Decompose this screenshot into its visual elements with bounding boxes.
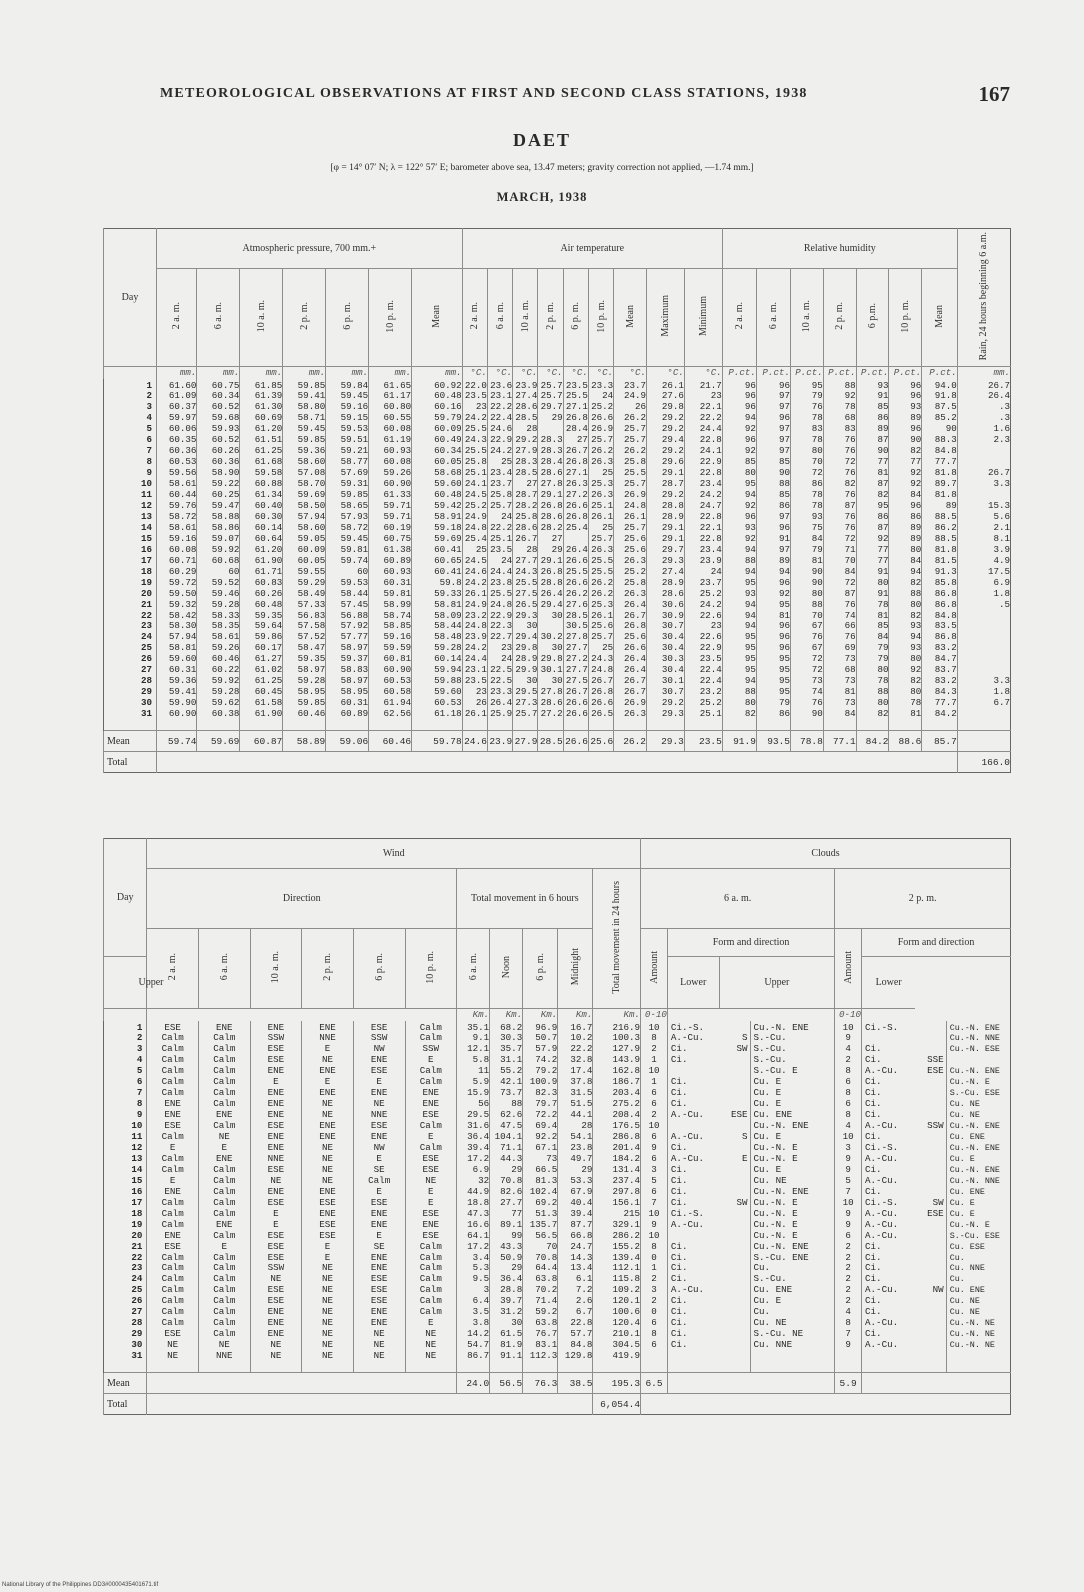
unit-cell: Km.: [457, 1009, 490, 1021]
dir-col-6am: 6 a. m.: [199, 929, 251, 1009]
unit-cell: mm.: [283, 367, 326, 379]
page-header-title: METEOROLOGICAL OBSERVATIONS AT FIRST AND SECOND CLASS STATIONS, 1938: [160, 86, 808, 101]
unit-cell: P.ct.: [856, 367, 889, 379]
t-col-maximum: Maximum: [647, 269, 685, 367]
unit-cell: P.ct.: [756, 367, 790, 379]
mov-col-midnight: Midnight: [558, 929, 593, 1009]
h-col-mean: Mean: [922, 269, 957, 367]
total-blank: [641, 1394, 1011, 1415]
t-col-6am: 6 a. m.: [487, 269, 512, 367]
h-col-2am: 2 a. m.: [722, 269, 756, 367]
unit-cell: °C.: [462, 367, 487, 379]
movement-6pm-values: 96.9 50.7 57.9 74.2 79.2 100.9 82.3 79.7 72.2 69.4 92.2 67.1 73 66.5 81.3 102.4 69.2 51.3 135.7 56.5 70 70.8 64.4 63.8 70.2 71.4 59.2 63.8 76.7 83.1 112.3: [523, 1021, 558, 1373]
temp-min-values: 21.7 23 22.1 22.2 24.4 22.8 24.1 22.9 22.8 23.4 24.2 24.7 22.8 22.1 22.8 23.4 23.9 24 23.7 25.2 24.2 22.6 23 22.6 22.9 23.5 22.4 22.4 23.2 25.2 25.1: [684, 379, 722, 731]
t-col-10am: 10 a. m.: [513, 269, 538, 367]
month-title: MARCH, 1938: [496, 190, 588, 204]
unit-cell: °C.: [588, 367, 613, 379]
pressure-2pm-values: 59.85 59.41 58.80 58.71 59.45 59.85 59.36 58.60 57.08 58.70 59.69 58.50 57.94 58.60 59.05 60.09 60.05 59.55 59.29 58.49 57.33 56.83 57.58 57.52 58.47 59.35 58.97 59.28 58.95 59.85 60.46: [283, 379, 326, 731]
dir-col-10am: 10 a. m.: [250, 929, 302, 1009]
day-numbers-2: 1 2 3 4 5 6 7 8 9 10 11 12 13 14 15 16 17 18 19 20 21 22 23 24 25 26 27 28 29 30 31: [104, 1021, 147, 1373]
rain-values: 26.7 26.4 .3 .3 1.6 2.3 26.7 3.3 15.3 5.6 2.1 8.1 3.9 4.9 17.5 6.9 1.8 .5 3.3 1.8 6.7: [957, 379, 1010, 731]
unit-cell: P.ct.: [889, 367, 922, 379]
p-col-2pm: 2 p. m.: [283, 269, 326, 367]
form-2pm-header: Form and direction: [862, 929, 1011, 957]
dir-col-2pm: 2 p. m.: [302, 929, 354, 1009]
unit-cell: mm.: [157, 367, 197, 379]
humidity-mean-values: 94.0 91.8 87.5 85.2 90 88.3 84.8 77.7 81.8 89.7 81.8 89 88.5 86.2 88.5 81.8 81.5 91.3 85.8 86.8 86.8 84.8 83.5 86.8 83.2 84.7 83.7 83.2 84.3 77.7 84.2: [922, 379, 957, 731]
p-col-mean: Mean: [412, 269, 463, 367]
cloud-upper-dir-2pm-values: SSE ESE SSW SW ESE NW: [927, 1054, 944, 1296]
mean-cell: 85.7: [922, 731, 957, 752]
total-rain: 166.0: [957, 752, 1010, 773]
movement-noon-values: 68.2 30.3 35.7 31.1 55.2 42.1 73.7 88 62.6 47.5 104.1 71.1 44.3 29 70.8 82.6 27.7 77 89.1 99 43.3 50.9 29 36.4 28.8 39.7 31.2 30 61.5 81.9 91.1: [490, 1021, 523, 1373]
cloud-lower-2pm-values: Cu.-N. ENE Cu.-N. NNE Cu.-N. ESE Cu.-N. ENE Cu.-N. E S.-Cu. ESE Cu. NE Cu. NE Cu.-N. ENE Cu. ENE Cu.-N. ENE Cu. E Cu.-N. ENE Cu.-N. NNE Cu. ENE Cu. E Cu. E Cu.-N. E S.-Cu. ESE Cu. ESE Cu. Cu. NNE Cu. Cu. ENE Cu. NE Cu. NE Cu.-N. NE Cu.-N. NE Cu.-N. NE: [946, 1021, 1010, 1373]
mean-cell: 195.3: [593, 1373, 641, 1394]
mean-cell: 24.0: [457, 1373, 490, 1394]
mean-blank: [862, 1373, 1011, 1394]
mean-cell: 25.6: [588, 731, 613, 752]
pressure-10am-values: 61.85 61.39 61.30 60.69 61.20 61.51 61.25 61.68 59.58 60.88 61.34 60.40 60.30 60.14 60.64 61.20 61.90 61.71 60.83 60.26 60.48 59.35 59.64 59.86 60.17 61.27 61.02 61.25 60.45 61.58 61.90: [240, 379, 283, 731]
unit-cell: P.ct.: [722, 367, 756, 379]
unit-cell: °C.: [513, 367, 538, 379]
h-col-6pm: 6 p.m.: [856, 269, 889, 367]
mov-col-6am: 6 a. m.: [457, 929, 490, 1009]
observations-table-2: [103, 838, 1011, 1415]
units-day: [104, 367, 157, 379]
humidity-header: Relative humidity: [722, 229, 957, 269]
total-row-blank: [157, 752, 958, 773]
movement-6am-values: 35.1 9.1 12.1 5.8 11 5.9 15.9 56 29.5 31.6 36.4 39.4 17.2 6.9 32 44.9 18.8 47.3 16.6 64.1 17.2 3.4 5.3 9.5 3 6.4 3.5 3.8 14.2 54.7 86.7: [457, 1021, 490, 1373]
p-col-10am: 10 a. m.: [240, 269, 283, 367]
unit-cell: mm.: [240, 367, 283, 379]
temp-6pm-values: 23.5 25.5 27.1 26.8 28.4 27 26.7 26.8 27.1 26.3 27.2 26.6 26.8 25.4 26.4 26.6 25.5 26.6 26.2 27.6 28.5 30.5 27.8 27.7 27.2 27.7 27.5 26.7 26.6 26.6: [563, 379, 588, 731]
mean-cell: 84.2: [856, 731, 889, 752]
pressure-header: Atmospheric pressure, 700 mm.+: [157, 229, 463, 269]
units-blank: [862, 1009, 1011, 1021]
mean-cell: 6.5: [641, 1373, 668, 1394]
unit-cell: °C.: [684, 367, 722, 379]
cloud-lower-6am-values: Cu.-N. ENE S.-Cu. S.-Cu. S.-Cu. S.-Cu. E Cu. E Cu. E Cu. E Cu. ENE Cu.-N. ENE Cu. E Cu.-N. E Cu.-N. E Cu. E Cu. NE Cu.-N. ENE Cu.-N. E Cu.-N. E Cu.-N. E Cu.-N. E Cu.-N. ENE S.-Cu. ENE Cu. S.-Cu. Cu. ENE Cu. E Cu. Cu. NE S.-Cu. NE Cu. NNE: [750, 1021, 835, 1373]
mov-col-noon: Noon: [490, 929, 523, 1009]
upper-2pm-header: Upper: [719, 957, 835, 1009]
lower-6am-header: Lower: [667, 957, 719, 1009]
cloud-upper-dir-6am-values: S SW ESE S E SW: [730, 1032, 748, 1208]
wind-dir-10pm-values: Calm Calm SSW E Calm Calm ENE ENE ESE Calm E Calm ESE ESE NE E E ESE ENE ESE Calm Calm Calm Calm Calm Calm Calm E NE NE NE: [405, 1021, 457, 1373]
unit-cell: P.ct.: [791, 367, 824, 379]
unit-cell: P.ct.: [823, 367, 856, 379]
units-day-2: [104, 1009, 147, 1021]
day-numbers: 1 2 3 4 5 6 7 8 9 10 11 12 13 14 15 16 17 18 19 20 21 22 23 24 25 26 27 28 29 30 31: [104, 379, 157, 731]
wind-header: Wind: [147, 839, 641, 869]
mean-cell: 5.9: [835, 1373, 862, 1394]
total24-header: Total movement in 24 hours: [593, 869, 641, 1009]
cloud-upper-6am-values: Ci.-S. A.-Cu. Ci. Ci. Ci. Ci. Ci. A.-Cu. A.-Cu. Ci. A.-Cu. Ci. Ci. Ci. Ci. Ci.-S. A.-Cu. Ci. Ci. Ci. Ci. A.-Cu. Ci. Ci. Ci. Ci. Ci.: [667, 1021, 719, 1373]
cloud-amount-6am-values: 10 8 2 1 10 1 6 6 2 10 6 9 6 3 5 6 7 10 9 10 8 0 1 2 3 2 0 6 8 6: [641, 1021, 668, 1373]
movement-header: Total movement in 6 hours: [457, 869, 593, 929]
p-col-6pm: 6 p. m.: [326, 269, 369, 367]
movement-midnight-values: 16.7 10.2 22.2 32.8 17.4 37.8 31.5 51.5 44.1 28 54.1 23.8 49.7 29 53.3 67.9 40.4 39.4 87.7 66.8 24.7 14.3 13.4 6.1 7.2 2.6 6.7 22.8 57.7 84.8 129.8: [558, 1021, 593, 1373]
p-col-6am: 6 a. m.: [197, 269, 240, 367]
h-col-6am: 6 a. m.: [756, 269, 790, 367]
wind-dir-6am-values: ENE Calm Calm Calm Calm Calm Calm Calm ENE Calm NE E ENE Calm Calm Calm Calm Calm ENE Calm E Calm Calm Calm Calm Calm Calm Calm Calm NE NNE: [199, 1021, 251, 1373]
temp-2pm-values: 25.7 25.7 29.7 29 28.3 28.3 28.4 28.6 27.8 29.1 26.8 28.6 28.2 27 29 29.1 26.8 28.8 26.4 29.4 30 30.2 30 29.8 30.1 30 27.8 28.6 27.2: [538, 379, 563, 731]
humidity-2am-values: 96 96 96 94 92 96 92 85 80 95 94 92 96 93 92 94 88 94 95 93 94 94 94 95 95 95 95 94 88 80 82: [722, 379, 756, 731]
air-temperature-header: Air temperature: [462, 229, 722, 269]
amount-6am-header: Amount: [641, 929, 668, 1009]
mean-cell: 59.78: [412, 731, 463, 752]
running-header: [160, 82, 1040, 108]
unit-cell: °C.: [614, 367, 647, 379]
mean-cell: 93.5: [756, 731, 790, 752]
temp-max-values: 26.1 27.6 29.8 29.2 29.2 29.4 29.2 29.6 29.1 28.7 29.2 28.8 28.9 29.1 29.1 29.7 29.3 27.4 28.9 28.6 30.6 30.9 30.7 30.4 30.4 30.3 30.4 30.1 30.7 29.2 29.3: [647, 379, 685, 731]
mean-cell: 59.74: [157, 731, 197, 752]
wind-dir-6pm-values: ESE SSW NW ENE ESE E ENE NE NNE ESE ENE NW E SE Calm E ESE ENE ENE E SE ENE ENE ESE ESE ESE ENE ENE NE NE NE: [353, 1021, 405, 1373]
mean-row-label-2: Mean: [104, 1373, 147, 1394]
t-col-mean: Mean: [614, 269, 647, 367]
h-col-10am: 10 a. m.: [791, 269, 824, 367]
unit-cell: Km.: [558, 1009, 593, 1021]
clouds-2pm-header: 2 p. m.: [835, 869, 1011, 929]
mean-cell: 59.06: [326, 731, 369, 752]
pressure-2am-values: 61.60 61.09 60.37 59.97 60.06 60.35 60.36 60.53 59.56 58.61 60.44 59.76 58.72 58.61 59.16 60.08 60.71 60.29 59.72 59.50 59.32 58.42 58.30 57.94 58.81 59.60 60.31 59.36 59.41 59.90 60.90: [157, 379, 197, 731]
unit-cell: mm.: [197, 367, 240, 379]
unit-cell: P.ct.: [922, 367, 957, 379]
humidity-6pm-values: 93 91 85 86 89 87 90 77 81 87 82 95 86 87 92 77 77 91 80 91 78 81 85 84 79 79 80 78 88 80 82: [856, 379, 889, 731]
temp-6am-values: 23.6 23.1 22.2 22.4 24.6 22.9 24.2 25 23.4 23.7 25.8 25.7 24 22.2 25.1 23.5 24 24.4 23.8 25.5 24.8 22.9 22.3 22.7 23 24 22.5 22.5 23.3 26.4 25.9: [487, 379, 512, 731]
h-col-2pm: 2 p. m.: [823, 269, 856, 367]
clouds-header: Clouds: [641, 839, 1011, 869]
wind-dir-10am-values: ENE SSW ESE ESE ENE E ENE ENE ENE ESE ENE ENE NNE ESE NE ENE ESE E E ESE ESE ESE SSW NE ESE ESE ENE ENE ENE NE NE: [250, 1021, 302, 1373]
temp-10am-values: 23.9 27.4 28.6 28.5 28 29.2 27.9 28.3 28.5 27 28.7 28.2 25.8 28.6 26.7 28 27.7 24.3 25.5 27.5 26.5 29.3 30 29.4 29.8 28.9 29.9 30 29.5 27.3 25.7: [513, 379, 538, 731]
p-col-2am: 2 a. m.: [157, 269, 197, 367]
t-col-2pm: 2 p. m.: [538, 269, 563, 367]
wind-dir-2pm-values: ENE NNE E NE ENE E ENE NE NE ENE ENE NE NE NE NE ENE ESE ENE ESE ESE E E NE NE NE NE NE NE NE NE NE: [302, 1021, 354, 1373]
mean-cell: 23.5: [684, 731, 722, 752]
mean-cell: 38.5: [558, 1373, 593, 1394]
units-dir-blank: [147, 1009, 457, 1021]
station-name: DAET: [512, 130, 571, 150]
page-number: 167: [978, 82, 1010, 106]
mean-cell: 91.9: [722, 731, 756, 752]
mean-cell: 56.5: [490, 1373, 523, 1394]
day-header: Day: [104, 229, 157, 367]
unit-cell: °C.: [487, 367, 512, 379]
p-col-10pm: 10 p. m.: [369, 269, 412, 367]
t-col-10pm: 10 p. m.: [588, 269, 613, 367]
mean-cell: 76.3: [523, 1373, 558, 1394]
unit-cell: mm.: [957, 367, 1010, 379]
mean-row-label: Mean: [104, 731, 157, 752]
dir-col-10pm: 10 p. m.: [405, 929, 457, 1009]
total-blank: [147, 1394, 593, 1415]
unit-cell: Km.: [490, 1009, 523, 1021]
form-6am-header: Form and direction: [667, 929, 834, 957]
cloud-amount-2pm-values: 10 9 4 2 8 6 8 6 8 4 10 3 9 9 5 7 10 9 9 6 2 2 2 2 2 2 4 8 7 9: [835, 1021, 862, 1373]
t-col-2am: 2 a. m.: [462, 269, 487, 367]
mean-cell: 78.8: [791, 731, 824, 752]
mean-blank: [667, 1373, 834, 1394]
mean-cell: 88.6: [889, 731, 922, 752]
upper-6am-header: Upper: [104, 957, 199, 1009]
t-col-6pm: 6 p. m.: [563, 269, 588, 367]
observations-table-1: [103, 228, 1011, 773]
dir-col-6pm: 6 p. m.: [353, 929, 405, 1009]
mean-cell: 23.9: [487, 731, 512, 752]
pressure-10pm-values: 61.65 61.17 60.80 60.55 60.08 61.19 60.93 60.08 59.26 60.90 61.33 59.71 59.71 60.19 60.75 61.38 60.89 60.93 60.31 59.81 58.99 58.74 58.85 59.16 59.59 60.81 60.90 60.53 60.58 61.94 62.56: [369, 379, 412, 731]
pressure-mean-values: 60.92 60.48 60.16 59.79 60.09 60.49 60.34 60.05 58.68 59.60 60.48 59.42 58.91 59.18 59.69 60.41 60.65 60.41 59.8 59.33 58.81 58.09 58.44 58.48 59.28 60.14 59.94 59.88 59.60 60.53 61.18: [412, 379, 463, 731]
rain-header: Rain, 24 hours beginning 6 a.m.: [957, 229, 1010, 367]
mean-cell: 24.6: [462, 731, 487, 752]
unit-cell: mm.: [412, 367, 463, 379]
mov-col-6pm: 6 p. m.: [523, 929, 558, 1009]
mean-cell-rain: [957, 731, 1010, 752]
units-blank: [667, 1009, 834, 1021]
humidity-10pm-values: 96 96 93 89 96 90 82 77 92 92 84 96 86 89 89 80 84 94 82 88 80 82 93 94 93 80 92 82 80 78 81: [889, 379, 922, 731]
humidity-2pm-values: 88 92 78 68 83 76 76 72 76 82 76 87 76 76 72 71 70 84 72 87 76 74 66 76 69 73 68 73 81 73 84: [823, 379, 856, 731]
humidity-10am-values: 95 79 76 78 83 78 80 70 72 86 78 78 93 75 84 79 81 90 90 80 88 70 67 76 67 72 72 73 74 76 90: [791, 379, 824, 731]
t-col-minimum: Minimum: [684, 269, 722, 367]
unit-cell: 0-10: [641, 1009, 668, 1021]
day-header-2: Day: [104, 839, 147, 957]
mean-cell: 29.3: [647, 731, 685, 752]
unit-cell: Km.: [523, 1009, 558, 1021]
mean-cell: 26.6: [563, 731, 588, 752]
lower-2pm-header: Lower: [862, 957, 916, 1009]
unit-cell: °C.: [647, 367, 685, 379]
mean-cell: 58.89: [283, 731, 326, 752]
mean-cell: 28.5: [538, 731, 563, 752]
total-row-label: Total: [104, 752, 157, 773]
unit-cell: °C.: [538, 367, 563, 379]
temp-2am-values: 22.0 23.5 23 24.2 25.5 24.3 25.5 25.8 25.1 24.1 24.5 25.2 24.9 24.8 25.4 25 24.5 24.6 24.2 26.1 24.9 23.2 24.8 23.9 24.2 24.4 23.1 23.5 23 26 26.1: [462, 379, 487, 731]
mean-cell: 59.69: [197, 731, 240, 752]
unit-cell: 0-10: [835, 1009, 862, 1021]
unit-cell: Km.: [593, 1009, 641, 1021]
unit-cell: mm.: [326, 367, 369, 379]
temp-mean-values: 23.7 24.9 26 26.2 25.7 25.7 26.2 25.8 25.5 25.7 26.9 24.8 26.1 25.7 25.6 25.6 26.3 25.2 25.8 26.3 26.4 26.7 26.8 25.6 26.6 26.4 26.4 26.7 26.7 26.9 26.3: [614, 379, 647, 731]
dir-col-2am: 2 a. m.: [147, 929, 199, 1009]
station-coordinates: [φ = 14° 07′ N; λ = 122° 57′ E; barometer above sea, 13.47 meters; gravity correction not applied, —1.74 mm.]: [330, 163, 754, 173]
scan-footer: National Library of the Philippines DD3#0000435401671.tif: [2, 1582, 159, 1588]
pressure-6am-values: 60.75 60.34 60.52 59.68 59.93 60.52 60.26 60.36 58.90 59.22 60.25 59.47 58.88 58.86 59.07 59.92 60.68 60 59.52 59.46 59.28 58.33 58.35 58.61 59.26 60.46 60.22 59.92 59.28 59.62 60.38: [197, 379, 240, 731]
total-row-label-2: Total: [104, 1394, 147, 1415]
total-movement-24h: 6,054.4: [593, 1394, 641, 1415]
wind-dir-2am-values: ESE Calm Calm Calm Calm Calm Calm ENE ENE ESE Calm E Calm Calm E ENE Calm Calm Calm ENE ESE Calm Calm Calm Calm Calm Calm Calm ESE NE NE: [147, 1021, 199, 1373]
mean-cell: 27.9: [513, 731, 538, 752]
mean-cell: 60.46: [369, 731, 412, 752]
h-col-10pm: 10 p. m.: [889, 269, 922, 367]
mean-dir-blank: [147, 1373, 457, 1394]
direction-header: Direction: [147, 869, 457, 929]
humidity-6am-values: 96 97 97 96 97 97 97 85 90 88 85 86 97 96 91 97 89 94 96 92 95 81 96 96 96 95 95 95 95 79 86: [756, 379, 790, 731]
mean-cell: 60.87: [240, 731, 283, 752]
pressure-6pm-values: 59.84 59.45 59.16 59.15 59.53 59.51 59.21 58.77 57.69 59.31 59.85 58.65 57.93 58.72 59.45 59.81 59.74 60 59.53 58.44 57.45 56.88 57.92 57.77 58.97 59.37 58.83 58.97 58.95 60.31 60.89: [326, 379, 369, 731]
mean-cell: 26.2: [614, 731, 647, 752]
temp-10pm-values: 23.3 24 25.2 26.6 26.9 25.7 26.2 26.3 25 25.3 26.3 25.1 26.1 25 25.7 26.3 25.5 25.5 26.2 26.2 25.3 26.1 25.6 25.7 25 24.3 24.8 26.7 26.8 26.6 26.5: [588, 379, 613, 731]
unit-cell: °C.: [563, 367, 588, 379]
amount-2pm-header: Amount: [835, 929, 862, 1009]
clouds-6am-header: 6 a. m.: [641, 869, 835, 929]
cloud-upper-2pm-values: Ci.-S. Ci. Ci. A.-Cu. Ci. Ci. Ci. Ci. A.-Cu. Ci. Ci.-S. A.-Cu. Ci. A.-Cu. Ci. Ci.-S. A.-Cu. A.-Cu. A.-Cu. Ci. Ci. Ci. Ci. A.-Cu. Ci. Ci. A.-Cu. Ci. A.-Cu.: [862, 1021, 916, 1373]
movement-24h-values: 216.9 100.3 127.9 143.9 162.8 186.7 203.4 275.2 208.4 176.5 286.8 201.4 184.2 131.4 237.4 297.8 156.1 215 329.1 286.2 155.2 139.4 112.1 115.8 109.2 120.1 100.6 120.4 210.1 304.5 419.9: [593, 1021, 641, 1373]
mean-cell: 77.1: [823, 731, 856, 752]
unit-cell: mm.: [369, 367, 412, 379]
